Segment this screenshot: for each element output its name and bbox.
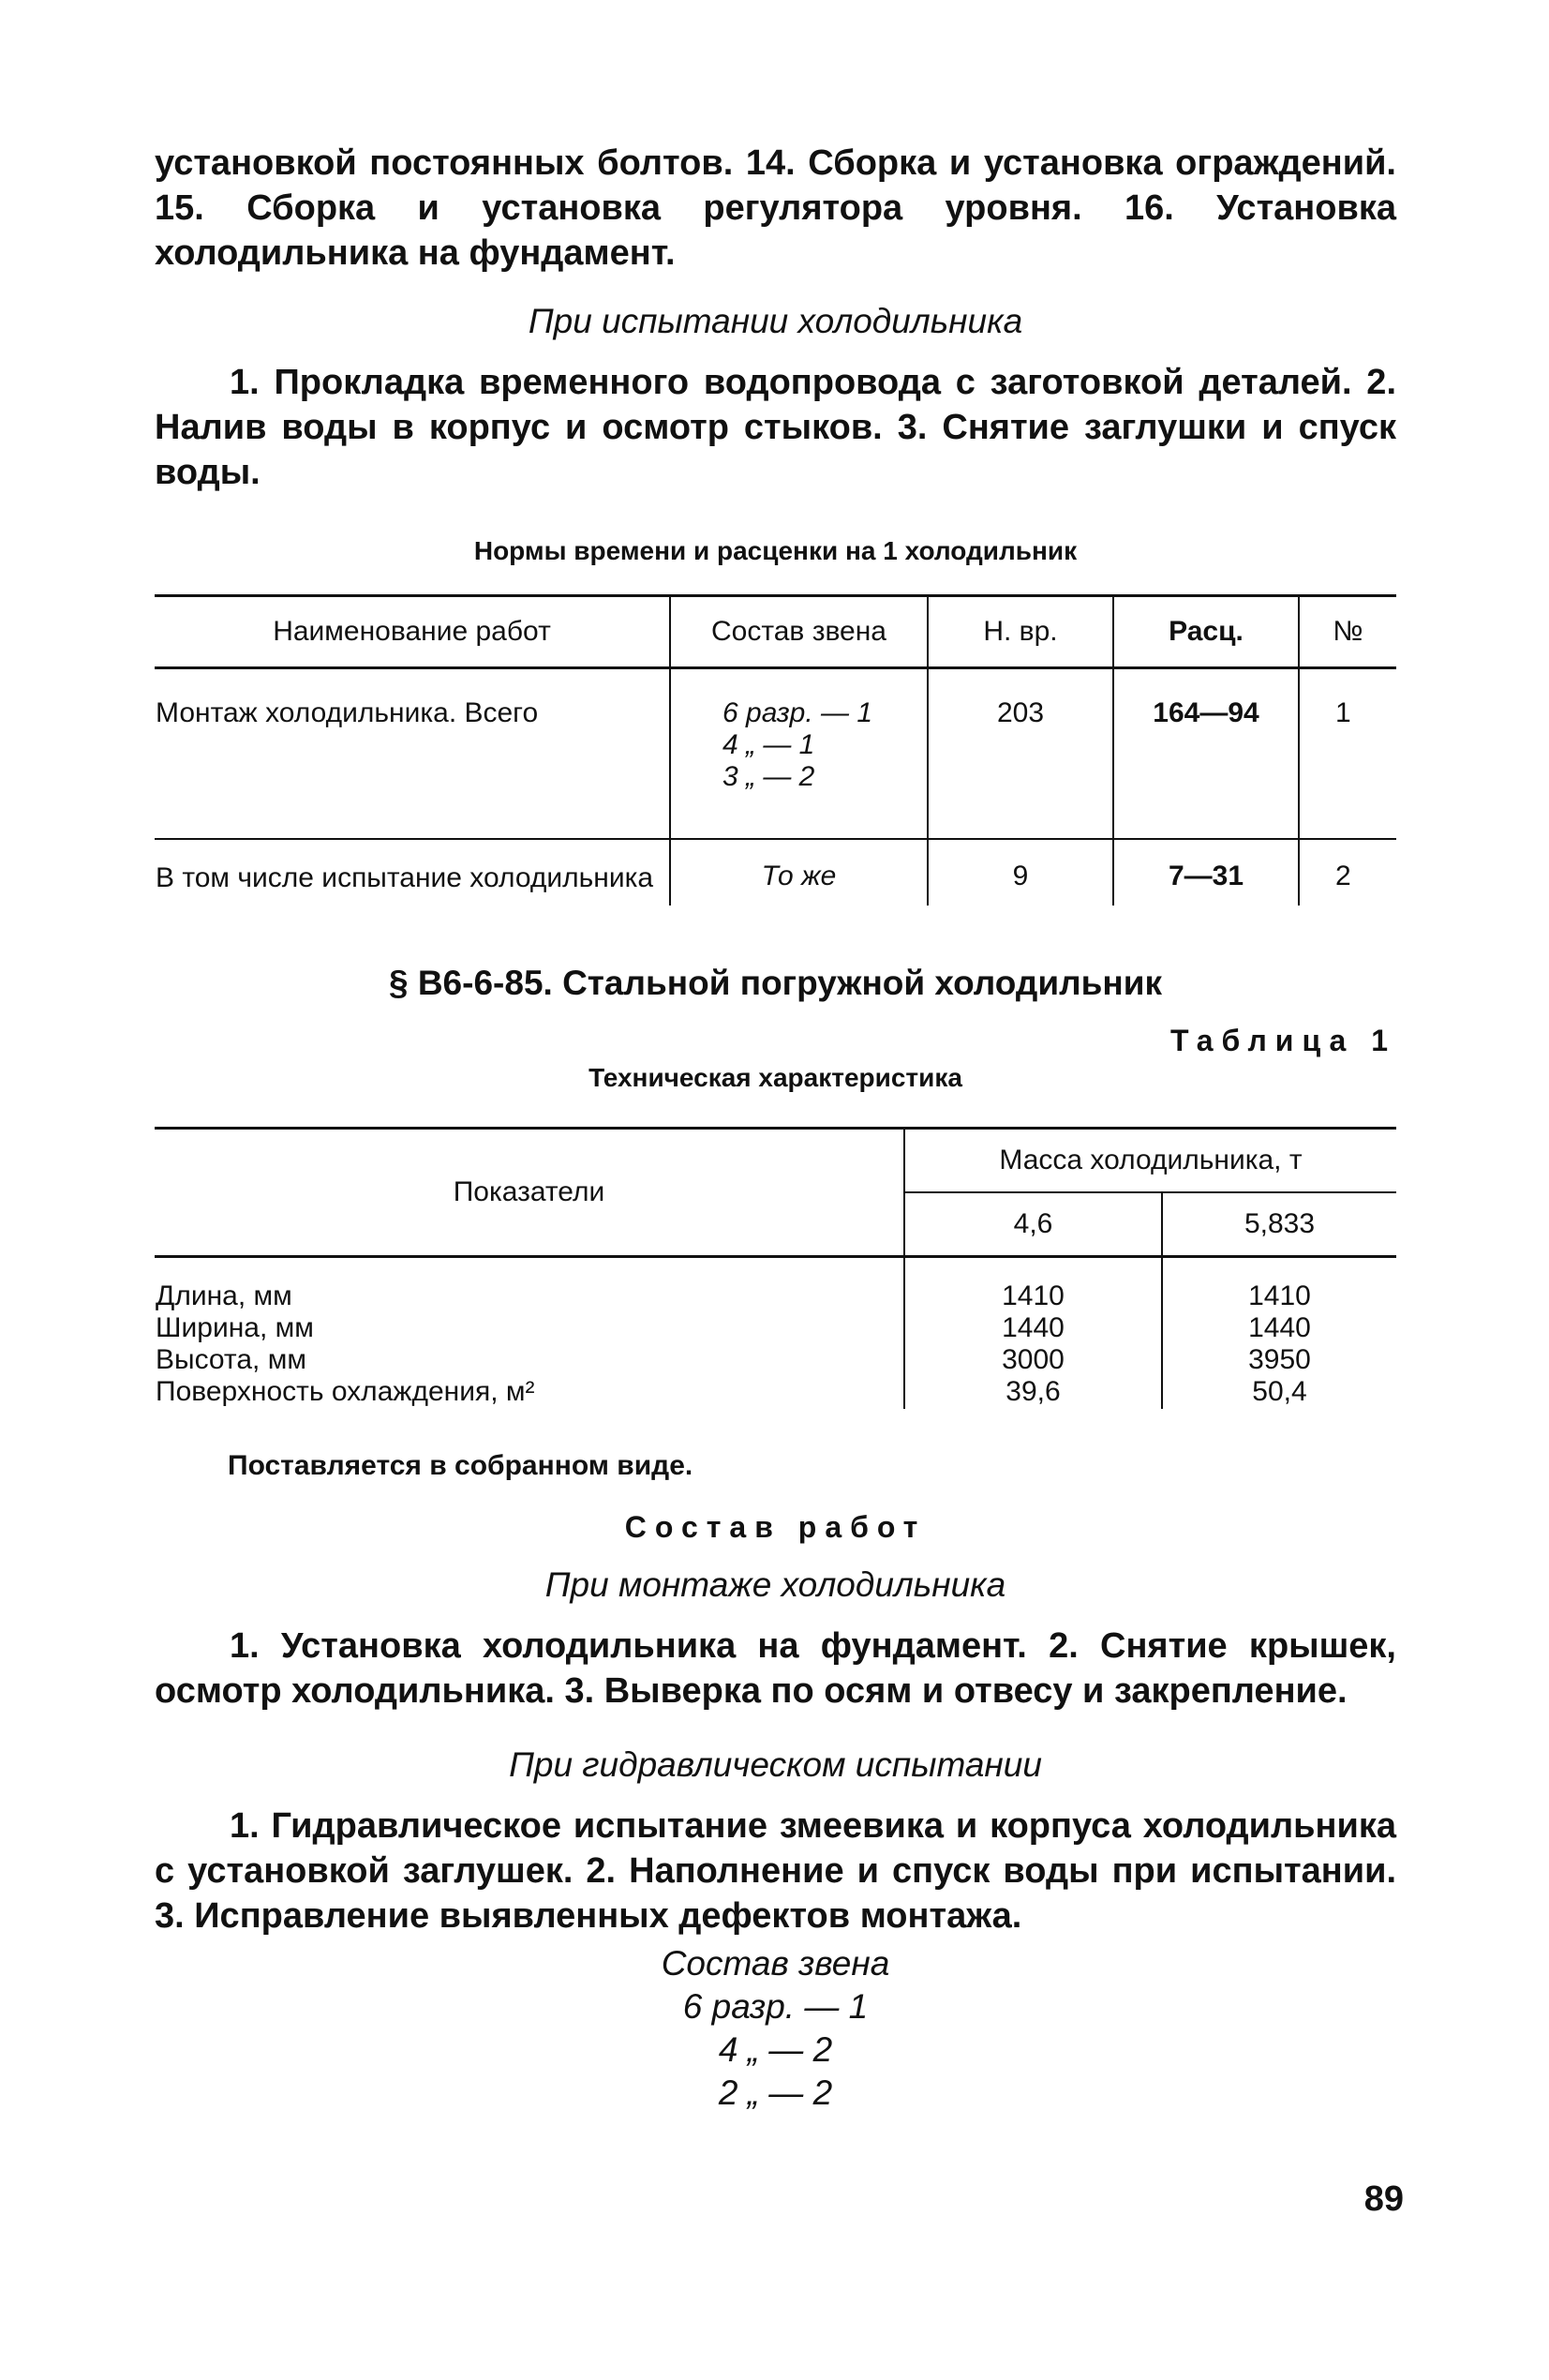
page-content — [155, 141, 1396, 2115]
spec-table — [155, 1127, 1396, 1409]
spec-label: Ширина, мм — [156, 1312, 314, 1343]
spec-labels — [155, 1257, 904, 1410]
row-number: 2 — [1299, 839, 1396, 906]
crew-line: 3 „ — 2 — [722, 761, 815, 792]
row-name: В том числе испытание холодильника — [156, 862, 654, 893]
header-indicators: Показатели — [155, 1129, 904, 1257]
spec-value: 39,6 — [1005, 1376, 1061, 1407]
header-work-name: Наименование работ — [155, 596, 670, 668]
row-time: 9 — [928, 839, 1113, 906]
spec-values-1 — [904, 1257, 1162, 1410]
mounting-heading: При монтаже холодильника — [544, 1565, 1006, 1604]
hydro-heading: При гидравлическом испытании — [509, 1745, 1042, 1784]
header-mass: Масса холодильника, т — [904, 1129, 1396, 1193]
spec-label: Высота, мм — [156, 1344, 306, 1375]
header-mass-2: 5,833 — [1162, 1192, 1396, 1257]
table-row — [155, 668, 1396, 840]
spec-label: Поверхность охлаждения, м² — [156, 1376, 535, 1407]
spec-value: 3950 — [1248, 1344, 1311, 1375]
table-label: Таблица 1 — [1169, 1024, 1396, 1057]
row-rate: 7—31 — [1113, 839, 1299, 906]
crew-block — [155, 1942, 1396, 2115]
row-time: 203 — [928, 668, 1113, 840]
crew-line: 6 разр. — 1 — [682, 1987, 869, 2026]
row-name: Монтаж холодильника. Всего — [155, 668, 670, 840]
testing-heading: При испытании холодильника — [528, 302, 1023, 340]
header-crew: Состав звена — [670, 596, 928, 668]
table-label-block — [155, 1024, 1396, 1117]
row-rate: 164—94 — [1113, 668, 1299, 840]
crew-line: 4 „ — 2 — [718, 2030, 833, 2069]
spec-value: 1440 — [1002, 1312, 1065, 1343]
spec-caption: Техническая характеристика — [588, 1063, 962, 1092]
header-mass-1: 4,6 — [904, 1192, 1162, 1257]
works-heading: Состав работ — [624, 1510, 927, 1544]
spec-value: 1410 — [1002, 1280, 1065, 1311]
spec-value: 3000 — [1002, 1344, 1065, 1375]
spec-value: 1440 — [1248, 1312, 1311, 1343]
intro-paragraph: установкой постоянных болтов. 14. Сборка и установка ограждений. 15. Сборка и установка регулятора уровня. 16. Установка холодильника на фундамент. — [155, 143, 1396, 273]
testing-paragraph: 1. Прокладка временного водопровода с заготовкой деталей. 2. Налив воды в корпус и осмотр стыков. 3. Снятие заглушки и спуск воды. — [155, 363, 1396, 492]
delivery-note: Поставляется в собранном виде. — [228, 1450, 693, 1481]
norms-caption: Нормы времени и расценки на 1 холодильник — [473, 536, 1078, 565]
header-rate: Расц. — [1113, 596, 1299, 668]
crew-line: 2 „ — 2 — [718, 2073, 833, 2112]
hydro-paragraph: 1. Гидравлическое испытание змеевика и корпуса холодильника с установкой заглушек. 2. Наполнение и спуск воды при испытании. 3. Исправление выявленных дефектов монтажа. — [155, 1806, 1396, 1936]
row-crew — [670, 668, 928, 840]
crew-heading: Состав звена — [661, 1944, 890, 1983]
spec-values-2 — [1162, 1257, 1396, 1410]
header-number: № — [1299, 596, 1396, 668]
norms-table — [155, 594, 1396, 906]
spec-value: 1410 — [1248, 1280, 1311, 1311]
table-row — [155, 839, 1396, 906]
mounting-paragraph: 1. Установка холодильника на фундамент. 2. Снятие крышек, осмотр холодильника. 3. Выверка по осям и отвесу и закрепление. — [155, 1626, 1396, 1711]
spec-label: Длина, мм — [156, 1280, 292, 1311]
header-time: Н. вр. — [928, 596, 1113, 668]
page-number: 89 — [1363, 2179, 1404, 2219]
section-title: § В6-6-85. Стальной погружной холодильник — [388, 964, 1162, 1002]
row-number: 1 — [1299, 668, 1396, 840]
spec-value: 50,4 — [1252, 1376, 1307, 1407]
row-crew: То же — [670, 839, 928, 906]
crew-line: 6 разр. — 1 — [722, 697, 873, 728]
crew-line: 4 „ — 1 — [722, 729, 815, 760]
